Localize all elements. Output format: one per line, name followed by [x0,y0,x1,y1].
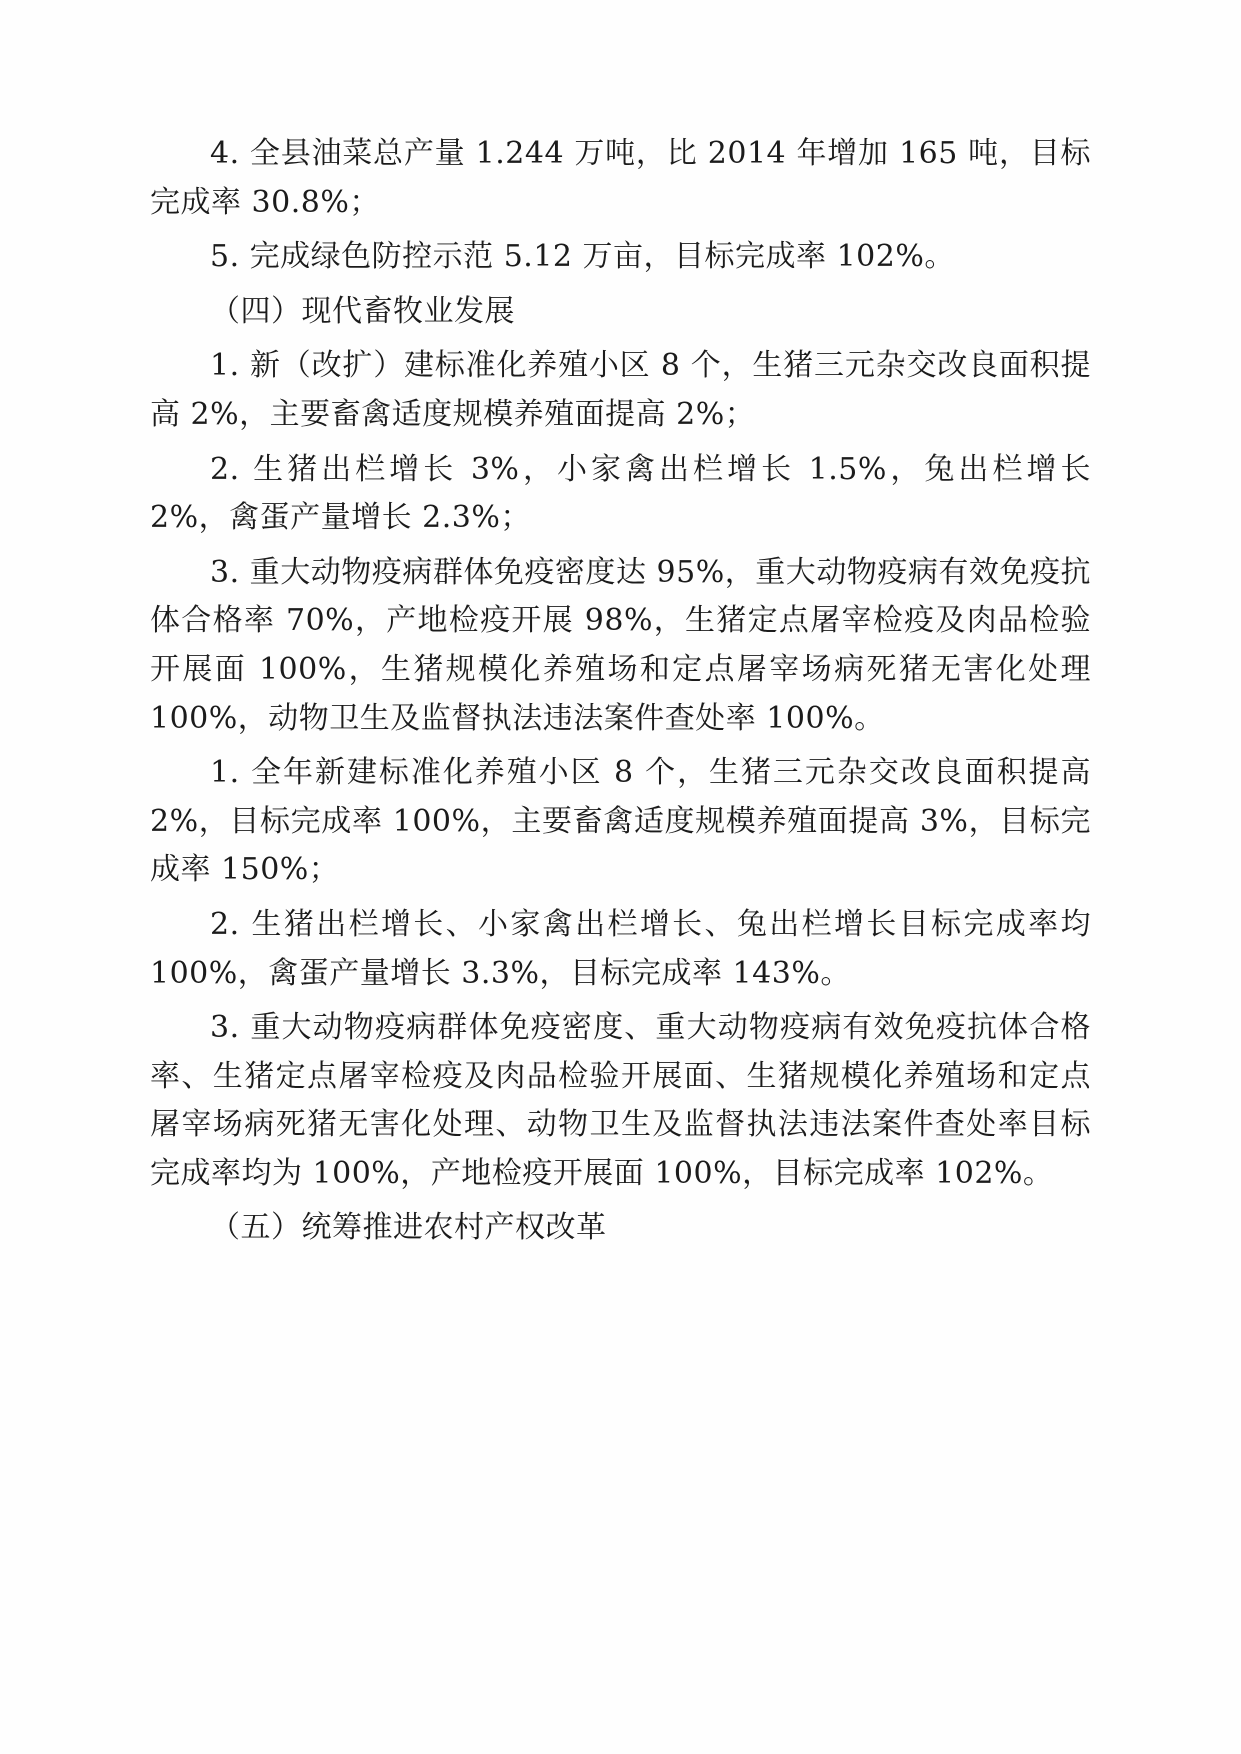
paragraph-result-livestock: 2. 生猪出栏增长、小家禽出栏增长、兔出栏增长目标完成率均 100%，禽蛋产量增长 3.3%，目标完成率 143%。 [150,906,1091,991]
paragraph-livestock-growth: 2. 生猪出栏增长 3%，小家禽出栏增长 1.5%，兔出栏增长 2%，禽蛋产量增长 2.3%； [150,451,1091,536]
section-heading-five: （五）统筹推进农村产权改革 [210,1210,607,1246]
paragraph-oilseed-total: 4. 全县油菜总产量 1.244 万吨，比 2014 年增加 165 吨，目标完成率 30.8%； [150,136,1091,220]
paragraph-breeding-zone: 1. 新（改扩）建标准化养殖小区 8 个，生猪三元杂交改良面积提高 2%，主要畜禽适度规模养殖面提高 2%； [150,348,1091,432]
paragraph-epidemic-targets: 3. 重大动物疫病群体免疫密度达 95%，重大动物疫病有效免疫抗体合格率 70%，产地检疫开展 98%，生猪定点屠宰检疫及肉品检验开展面 100%，生猪规模化养殖场和定点屠宰场病死猪无害化处理 100%，动物卫生及监督执法违法案件查处率 100%。 [150,554,1091,736]
section-heading-four: （四）现代畜牧业发展 [210,293,515,329]
paragraph-result-epidemic: 3. 重大动物疫病群体免疫密度、重大动物疫病有效免疫抗体合格率、生猪定点屠宰检疫及肉品检验开展面、生猪规模化养殖场和定点屠宰场病死猪无害化处理、动物卫生及监督执法违法案件查处率目标完成率均为 100%，产地检疫开展面 100%，目标完成率 102%。 [150,1010,1091,1191]
document-body [150,130,1091,1253]
paragraph-green-control: 5. 完成绿色防控示范 5.12 万亩，目标完成率 102%。 [210,239,955,275]
paragraph-result-breeding-zone: 1. 全年新建标准化养殖小区 8 个，生猪三元杂交改良面积提高 2%，目标完成率 100%，主要畜禽适度规模养殖面提高 3%，目标完成率 150%； [150,755,1091,888]
